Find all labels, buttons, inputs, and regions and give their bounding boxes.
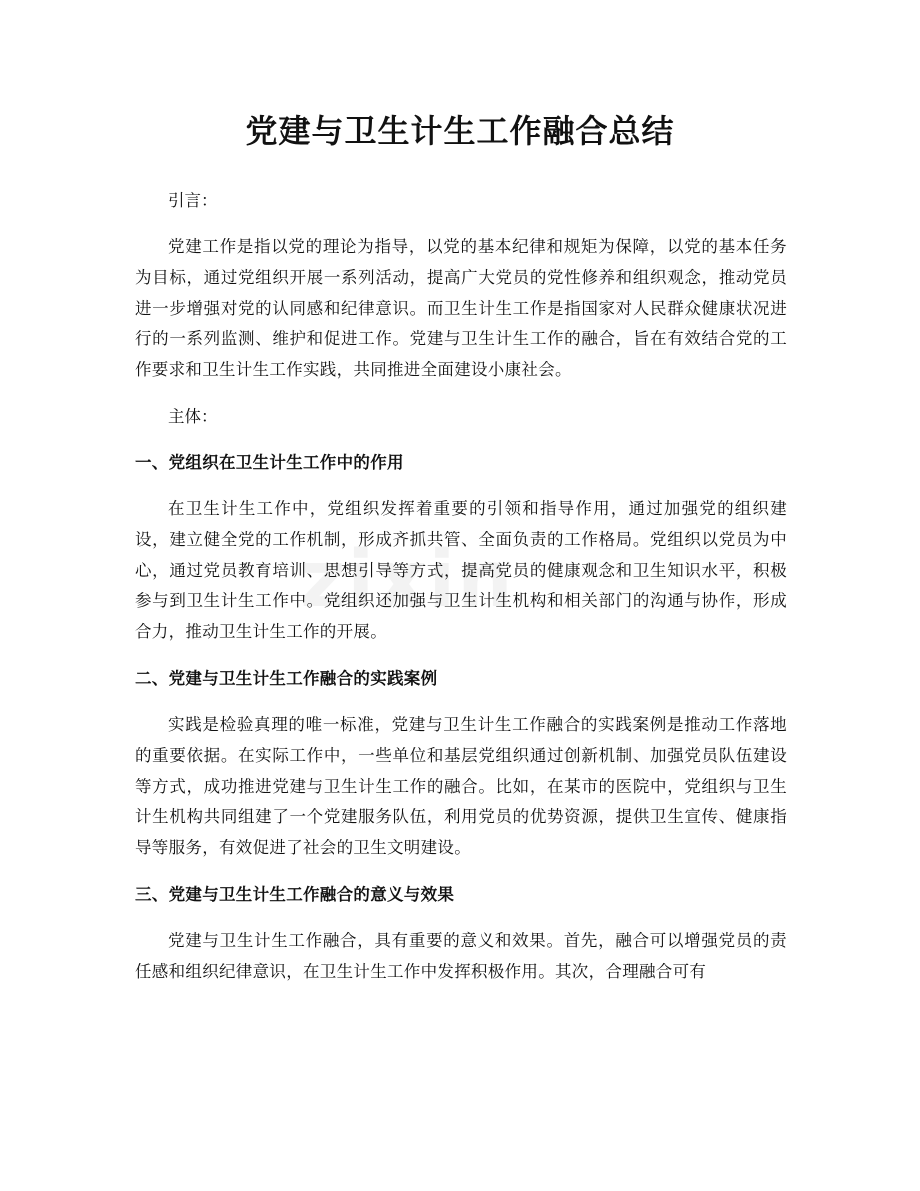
intro-paragraph: 党建工作是指以党的理论为指导，以党的基本纪律和规矩为保障，以党的基本任务为目标，通过党组织开展一系列活动，提高广大党员的党性修养和组织观念，推动党员进一步增强对党的认同感和纪律意识。而卫生计生工作是指国家对人民群众健康状况进行的一系列监测、维护和促进工作。党建与卫生计生工作的融合，旨在有效结合党的工作要求和卫生计生工作实践，共同推进全面建设小康社会。 <box>135 237 787 380</box>
body-label: 主体： <box>168 406 218 426</box>
section-paragraph-3: 党建与卫生计生工作融合，具有重要的意义和效果。首先，融合可以增强党员的责任感和组织纪律意识，在卫生计生工作中发挥积极作用。其次，合理融合可有 <box>135 930 787 981</box>
section-paragraph-2: 实践是检验真理的唯一标准，党建与卫生计生工作融合的实践案例是推动工作落地的重要依据。在实际工作中，一些单位和基层党组织通过创新机制、加强党员队伍建设等方式，成功推进党建与卫生计生工作的融合。比如，在某市的医院中，党组织与卫生计生机构共同组建了一个党建服务队伍，利用党员的优势资源，提供卫生宣传、健康指导等服务，有效促进了社会的卫生文明建设。 <box>135 714 787 858</box>
document-body <box>135 186 787 988</box>
section-heading-3: 三、党建与卫生计生工作融合的意义与效果 <box>135 884 455 904</box>
section-heading-1: 一、党组织在卫生计生工作中的作用 <box>135 452 404 472</box>
section-paragraph-1: 在卫生计生工作中，党组织发挥着重要的引领和指导作用，通过加强党的组织建设，建立健全党的工作机制，形成齐抓共管、全面负责的工作格局。党组织以党员为中心，通过党员教育培训、思想引导等方式，提高党员的健康观念和卫生知识水平，积极参与到卫生计生工作中。党组织还加强与卫生计生机构和相关部门的沟通与协作，形成合力，推动卫生计生工作的开展。 <box>135 498 787 642</box>
intro-label: 引言： <box>168 191 218 210</box>
document-title: 党建与卫生计生工作融合总结 <box>245 112 675 150</box>
section-heading-2: 二、党建与卫生计生工作融合的实践案例 <box>135 668 438 688</box>
